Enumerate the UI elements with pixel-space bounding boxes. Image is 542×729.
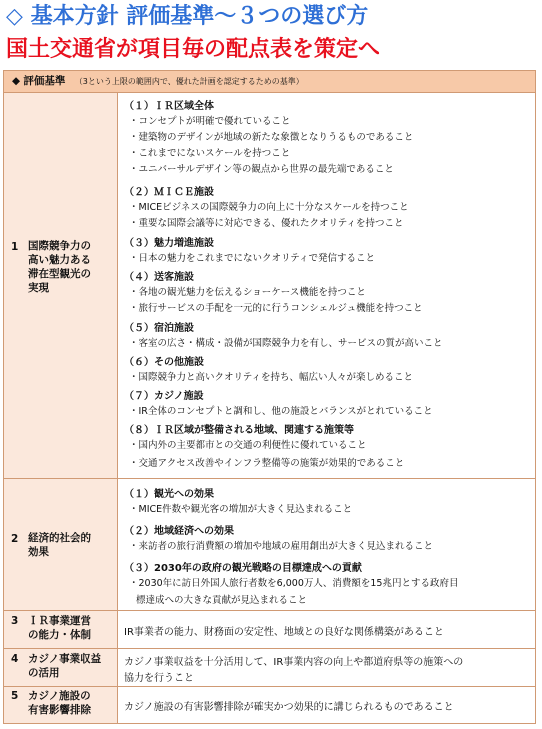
- header-note: （3という上限の範囲内で、優れた計画を認定するための基準）: [74, 77, 304, 86]
- row-label-cell: [4, 611, 118, 648]
- criteria-item: ・来訪者の旅行消費額の増加や地域の雇用創出が大きく見込まれること: [129, 541, 434, 552]
- category-title: （６）その他施設: [124, 357, 204, 368]
- criteria-row-2: [4, 479, 535, 611]
- criteria-item: ・MICEビジネスの国際競争力の向上に十分なスケールを持つこと: [129, 202, 409, 213]
- row-content-cell: [118, 611, 535, 648]
- criteria-item: ・これまでにないスケールを持つこと: [129, 148, 291, 159]
- criteria-row-1: [4, 93, 535, 479]
- category-title: （１）ＩＲ区域全体: [124, 101, 214, 112]
- criteria-item: ・コンセプトが明確で優れていること: [129, 116, 291, 127]
- criteria-item: ・旅行サービスの手配を一元的に行うコンシェルジュ機能を持つこと: [129, 303, 423, 314]
- row-number: 3: [11, 615, 19, 627]
- criteria-text: カジノ施設の有害影響排除が確実かつ効果的に講じられるものであること: [124, 702, 454, 713]
- criteria-text: 協力を行うこと: [124, 673, 194, 684]
- category-title: （８）ＩＲ区域が整備される地域、関連する施策等: [124, 425, 354, 436]
- row-content-cell: [118, 93, 535, 478]
- criteria-item: ・2030年に訪日外国人旅行者数を6,000万人、消費額を15兆円とする政府目: [129, 578, 459, 589]
- row-label-cell: [4, 649, 118, 686]
- row-number: 4: [11, 653, 19, 665]
- category-title: （３）2030年の政府の観光戦略の目標達成への貢献: [124, 563, 362, 574]
- category-title: （１）観光への効果: [124, 489, 214, 500]
- table-header: [4, 71, 535, 93]
- page-subtitle: 国土交通省が項目毎の配点表を策定へ: [6, 37, 381, 62]
- criteria-table: [3, 70, 536, 724]
- criteria-item: ・各地の観光魅力を伝えるショーケース機能を持つこと: [129, 287, 366, 298]
- row-number: 5: [11, 690, 19, 702]
- row-label: カジノ施設の 有害影響排除: [28, 690, 91, 716]
- category-title: （４）送客施設: [124, 272, 194, 283]
- criteria-item: ・ユニバーサルデザイン等の観点から世界の最先端であること: [129, 164, 394, 175]
- category-title: （２）ＭＩＣＥ施設: [124, 187, 214, 198]
- row-label-cell: [4, 479, 118, 610]
- diamond-icon: ◆: [12, 75, 21, 87]
- row-number: 2: [11, 533, 19, 545]
- row-content-cell: [118, 479, 535, 610]
- criteria-text: カジノ事業収益を十分活用して、IR事業内容の向上や都道府県等の施策への: [124, 657, 464, 668]
- category-title: （３）魅力増進施設: [124, 238, 214, 249]
- criteria-item: ・客室の広さ・構成・設備が国際競争力を有し、サービスの質が高いこと: [129, 338, 443, 349]
- criteria-item: ・国際競争力と高いクオリティを持ち、幅広い人々が楽しめること: [129, 372, 414, 383]
- row-label: カジノ事業収益 の活用: [28, 653, 102, 679]
- criteria-item: ・建築物のデザインが地域の新たな象徴となりうるものであること: [129, 132, 414, 143]
- criteria-row-4: [4, 649, 535, 687]
- criteria-item: ・日本の魅力をこれまでにないクオリティで発信すること: [129, 253, 376, 264]
- category-title: （７）カジノ施設: [124, 391, 204, 402]
- row-label: 国際競争力の 高い魅力ある 滞在型観光の 実現: [28, 240, 91, 294]
- row-label-cell: [4, 93, 118, 478]
- criteria-item: ・国内外の主要都市との交通の利便性に優れていること: [129, 440, 367, 451]
- row-label: ＩＲ事業運営 の能力・体制: [28, 615, 91, 641]
- criteria-text: IR事業者の能力、財務面の安定性、地域との良好な関係構築があること: [124, 627, 444, 638]
- row-number: 1: [11, 241, 19, 253]
- criteria-item: ・IR全体のコンセプトと調和し、他の施設とバランスがとれていること: [129, 406, 433, 417]
- criteria-item: ・交通アクセス改善やインフラ整備等の施策が効果的であること: [129, 458, 405, 469]
- row-label-cell: [4, 687, 118, 723]
- criteria-row-5: [4, 687, 535, 723]
- row-content-cell: [118, 687, 535, 723]
- criteria-item: ・重要な国際会議等に対応できる、優れたクオリティを持つこと: [129, 218, 404, 229]
- header-label: 評価基準: [23, 75, 66, 87]
- row-content-cell: [118, 649, 535, 686]
- category-title: （２）地域経済への効果: [124, 526, 234, 537]
- criteria-item: 標達成への大きな貢献が見込まれること: [136, 595, 308, 606]
- page-title: ◇ 基本方針 評価基準～３つの選び方: [6, 4, 369, 29]
- category-title: （５）宿泊施設: [124, 323, 194, 334]
- row-label: 経済的社会的 効果: [28, 532, 91, 558]
- criteria-row-3: [4, 611, 535, 649]
- criteria-item: ・MICE件数や観光客の増加が大きく見込まれること: [129, 504, 353, 515]
